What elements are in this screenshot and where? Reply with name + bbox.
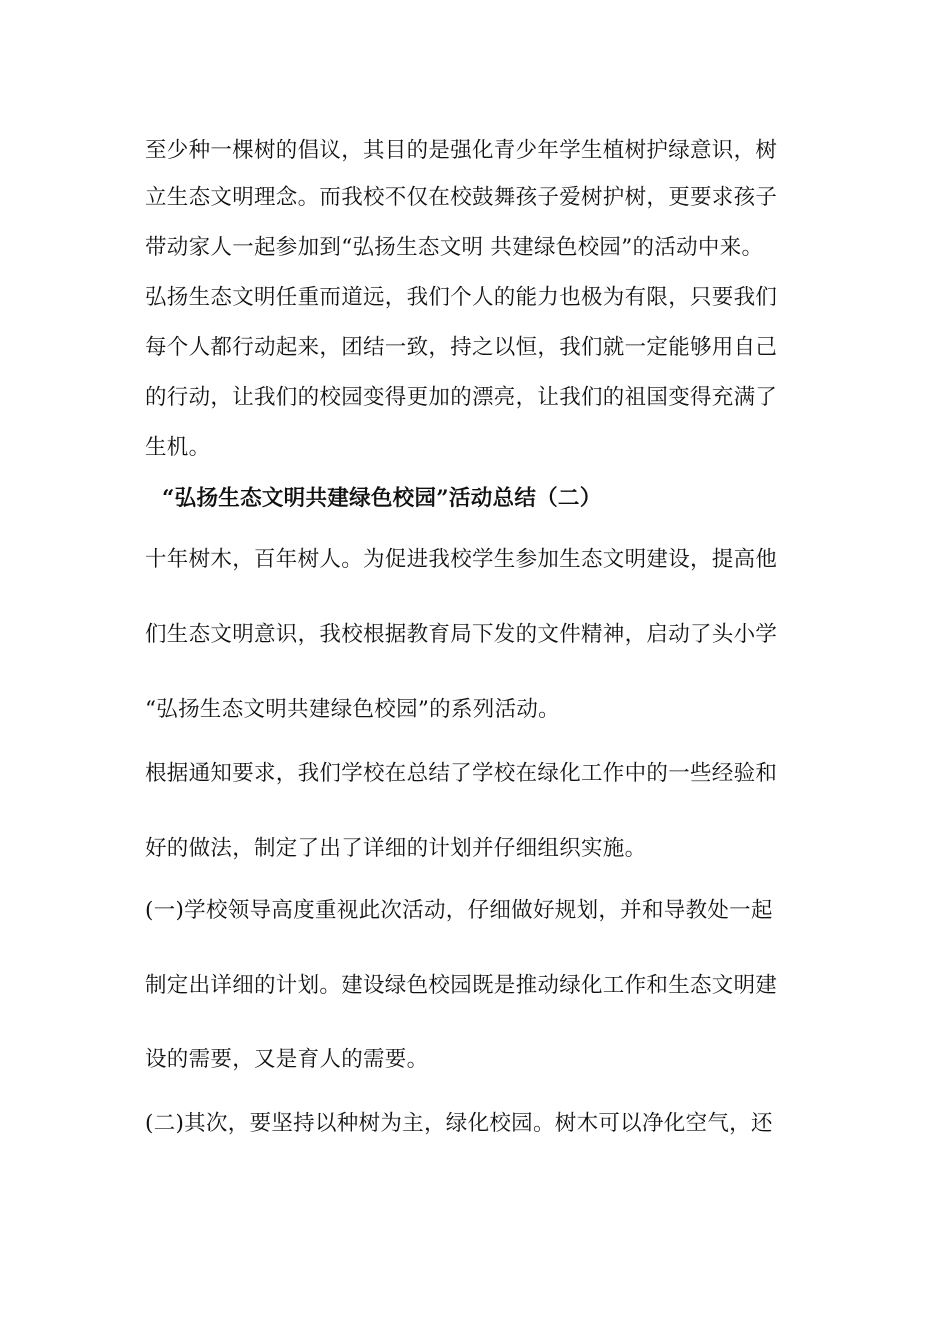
text-line: (一)学校领导高度重视此次活动，仔细做好规划，并和导教处一起 (145, 898, 773, 923)
text-line: 生机。 (145, 435, 211, 460)
text-line: 带动家人一起参加到“弘扬生态文明 共建绿色校园”的活动中来。 (145, 235, 764, 260)
text-line: 至少种一棵树的倡议，其目的是强化青少年学生植树护绿意识，树 (145, 138, 778, 163)
text-line: 好的做法，制定了出了详细的计划并仔细组织实施。 (145, 836, 647, 861)
text-line: 的行动，让我们的校园变得更加的漂亮，让我们的祖国变得充满了 (145, 385, 778, 410)
text-line: 们生态文明意识，我校根据教育局下发的文件精神，启动了头小学 (145, 622, 778, 647)
text-line: “弘扬生态文明共建绿色校园”的系列活动。 (145, 697, 560, 722)
text-line: 立生态文明理念。而我校不仅在校鼓舞孩子爱树护树，更要求孩子 (145, 185, 778, 210)
text-line: 十年树木，百年树人。为促进我校学生参加生态文明建设，提高他 (145, 547, 778, 572)
text-line: 根据通知要求，我们学校在总结了学校在绿化工作中的一些经验和 (145, 761, 778, 786)
text-line: 弘扬生态文明任重而道远，我们个人的能力也极为有限，只要我们 (145, 285, 778, 310)
text-line: 每个人都行动起来，团结一致，持之以恒，我们就一定能够用自己 (145, 335, 778, 360)
section-heading: “弘扬生态文明共建绿色校园”活动总结（二） (162, 486, 602, 511)
text-line: (二)其次，要坚持以种树为主，绿化校园。树木可以净化空气，还 (145, 1111, 773, 1136)
text-line: 制定出详细的计划。建设绿色校园既是推动绿化工作和生态文明建 (145, 973, 778, 998)
text-line: 设的需要，又是育人的需要。 (145, 1047, 429, 1072)
